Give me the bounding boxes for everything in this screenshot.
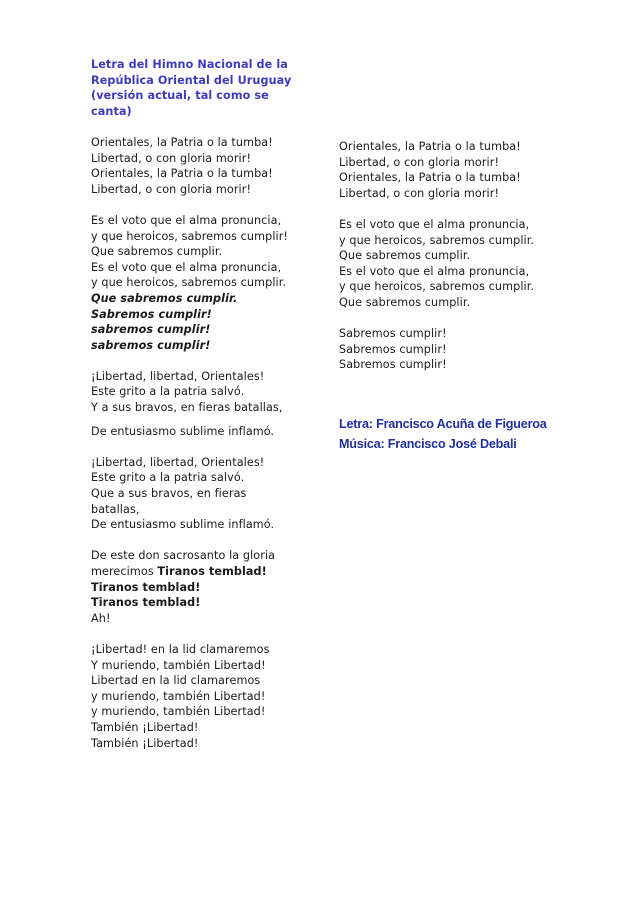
left-stanza-6 — [91, 642, 306, 751]
verse-line — [91, 564, 306, 580]
verse-line: ¡Libertad, libertad, Orientales! — [91, 455, 265, 469]
verse-line: Sabremos cumplir! — [339, 327, 447, 341]
verse-line: Libertad, o con gloria morir! — [339, 155, 500, 169]
verse-line-emphasis: sabremos cumplir! — [91, 323, 211, 337]
verse-line: También ¡Libertad! — [91, 736, 199, 750]
left-stanza-4 — [91, 455, 306, 533]
verse-line: Este grito a la patria salvó. — [91, 471, 245, 485]
verse-line: Libertad, o con gloria morir! — [91, 182, 252, 196]
verse-line: ¡Libertad! en la lid clamaremos — [91, 642, 270, 656]
verse-line: Es el voto que el alma pronuncia, — [91, 260, 282, 274]
verse-line: y que heroicos, sabremos cumplir. — [339, 280, 535, 294]
verse-line: De entusiasmo sublime inflamó. — [91, 424, 275, 438]
verse-line: Es el voto que el alma pronuncia, — [339, 264, 530, 278]
verse-line: Que sabremos cumplir. — [339, 249, 471, 263]
verse-text-bold: Tiranos temblad! — [157, 565, 267, 578]
verse-line: Libertad, o con gloria morir! — [339, 186, 500, 200]
verse-line: Ah! — [91, 611, 111, 625]
verse-line: ¡Libertad, libertad, Orientales! — [91, 369, 265, 383]
music-credit: Música: Francisco José Debali — [339, 437, 517, 451]
verse-line: y que heroicos, sabremos cumplir. — [91, 276, 287, 290]
verse-line: Sabremos cumplir! — [339, 358, 447, 372]
verse-line: Que sabremos cumplir. — [91, 245, 223, 259]
verse-line: Y a sus bravos, en fieras batallas, — [91, 401, 283, 415]
right-stanza-2 — [339, 217, 569, 311]
right-column — [339, 139, 569, 389]
left-stanza-2 — [91, 213, 306, 353]
verse-line-emphasis: sabremos cumplir! — [91, 338, 211, 352]
verse-line: De entusiasmo sublime inflamó. — [91, 518, 275, 532]
verse-line-emphasis: Sabremos cumplir! — [91, 307, 212, 321]
right-stanza-1 — [339, 139, 569, 201]
left-stanza-3 — [91, 369, 306, 439]
verse-line: También ¡Libertad! — [91, 720, 199, 734]
verse-line: y muriendo, también Libertad! — [91, 705, 266, 719]
verse-line: Libertad en la lid clamaremos — [91, 674, 261, 688]
verse-line: Orientales, la Patria o la tumba! — [91, 167, 273, 181]
verse-text: merecimos — [91, 565, 158, 578]
left-stanza-5 — [91, 548, 306, 626]
verse-line: y muriendo, también Libertad! — [91, 689, 266, 703]
verse-line-bold: Tiranos temblad! — [91, 580, 201, 594]
verse-line: y que heroicos, sabremos cumplir. — [339, 233, 535, 247]
credits — [339, 414, 547, 454]
verse-line: Libertad, o con gloria morir! — [91, 151, 252, 165]
verse-line-emphasis: Que sabremos cumplir. — [91, 291, 238, 305]
verse-line: y que heroicos, sabremos cumplir! — [91, 229, 289, 243]
verse-line: Orientales, la Patria o la tumba! — [339, 171, 521, 185]
verse-line: Orientales, la Patria o la tumba! — [91, 135, 273, 149]
verse-line: Es el voto que el alma pronuncia, — [91, 213, 282, 227]
verse-line: Este grito a la patria salvó. — [91, 385, 245, 399]
verse-line: Sabremos cumplir! — [339, 342, 447, 356]
left-column — [91, 57, 306, 767]
verse-line: De este don sacrosanto la gloria — [91, 549, 276, 563]
verse-line: Y muriendo, también Libertad! — [91, 658, 266, 672]
right-stanza-3 — [339, 326, 569, 373]
verse-line: Orientales, la Patria o la tumba! — [339, 140, 521, 153]
verse-line: Que a sus bravos, en fieras batallas, — [91, 487, 247, 516]
verse-line: Es el voto que el alma pronuncia, — [339, 217, 530, 231]
verse-line: Que sabremos cumplir. — [339, 295, 471, 309]
lyrics-credit: Letra: Francisco Acuña de Figueroa — [339, 417, 547, 431]
verse-line-bold: Tiranos temblad! — [91, 596, 201, 610]
left-stanza-1 — [91, 135, 306, 197]
document-title: Letra del Himno Nacional de la República Oriental del Uruguay (versión actual, tal como se canta) — [91, 58, 292, 118]
